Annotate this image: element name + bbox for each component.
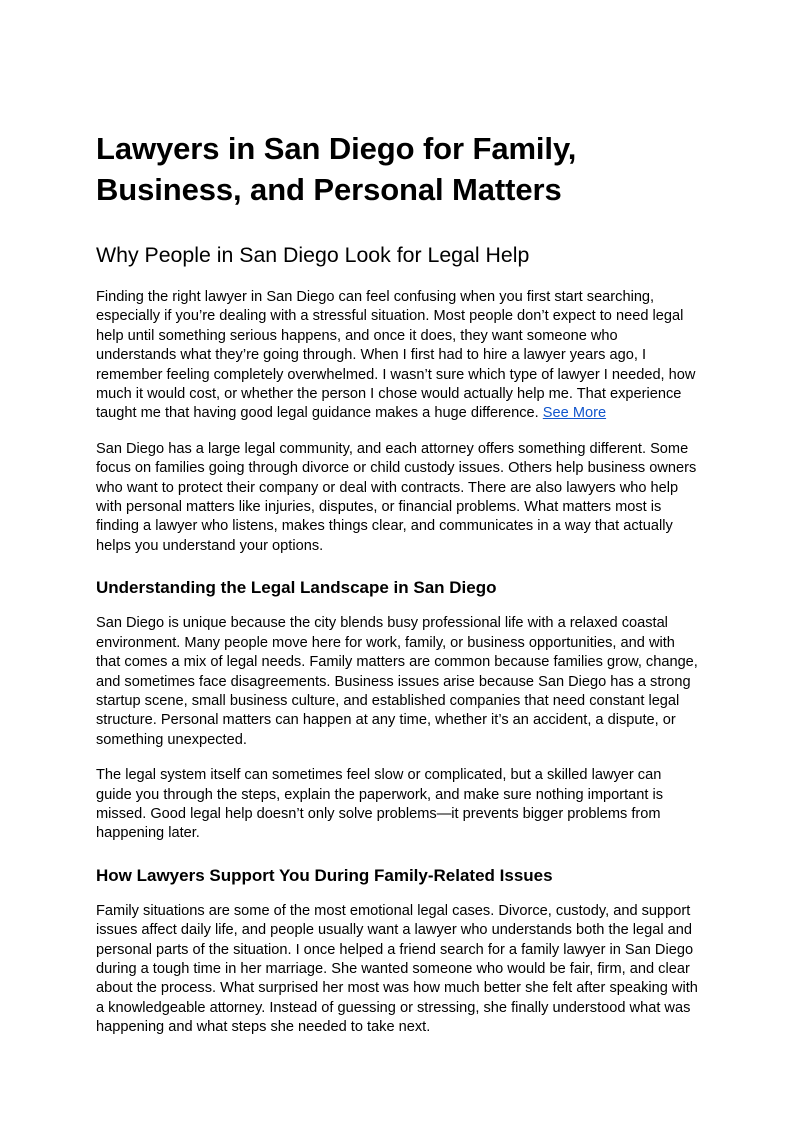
- paragraph-legal-community: San Diego has a large legal community, and each attorney offers something different. Some focus on families going through divorce or child custody issues. Others help business owners who want to protect their company or deal with contracts. There are also lawyers who help with personal matters like injuries, disputes, or financial problems. What matters most is finding a lawyer who listens, makes things clear, and communicates in a way that actually helps you understand your options.: [96, 440, 697, 554]
- section-heading-legal-landscape: Understanding the Legal Landscape in San Diego: [96, 578, 497, 598]
- see-more-link[interactable]: See More: [542, 405, 607, 422]
- paragraph-intro: [96, 288, 700, 424]
- section-heading-why-people: Why People in San Diego Look for Legal Help: [96, 243, 530, 267]
- paragraph-intro-text: Finding the right lawyer in San Diego can feel confusing when you first start searching, especially if you’re dealing with a stressful situation. Most people don’t expect to need legal help until something serious happens, and once it does, they want someone who understands what they’re going through. When I first had to hire a lawyer years ago, I remember feeling completely overwhelmed. I wasn’t sure which type of lawyer I needed, how much it would cost, or whether the person I chose would actually help me. That experience taught me that having good legal guidance makes a huge difference.: [96, 289, 696, 422]
- document-page: [96, 128, 700, 1053]
- section-heading-family-issues: How Lawyers Support You During Family-Related Issues: [96, 865, 553, 885]
- paragraph-legal-system: The legal system itself can sometimes feel slow or complicated, but a skilled lawyer can guide you through the steps, explain the paperwork, and make sure nothing important is missed. Good legal help doesn’t only solve problems—it prevents bigger problems from happening later.: [96, 767, 664, 842]
- paragraph-san-diego-unique: San Diego is unique because the city blends busy professional life with a relaxed coastal environment. Many people move here for work, family, or business opportunities, and with that comes a mix of legal needs. Family matters are common because families grow, change, and sometimes face disagreements. Business issues arise because San Diego has a strong startup scene, small business culture, and established companies that need constant legal structure. Personal matters can happen at any time, whether it’s an accident, a dispute, or something unexpected.: [96, 615, 698, 748]
- page-title: Lawyers in San Diego for Family, Business, and Personal Matters: [96, 131, 577, 207]
- paragraph-family-situations: Family situations are some of the most emotional legal cases. Divorce, custody, and support issues affect daily life, and people usually want a lawyer who understands both the legal and personal parts of the situation. I once helped a friend search for a family lawyer in San Diego during a tough time in her marriage. She wanted someone who would be fair, firm, and clear about the process. What surprised her most was how much better she felt after speaking with a knowledgeable attorney. Instead of guessing or stressing, she finally understood what was happening and what steps she needed to take next.: [96, 902, 698, 1036]
